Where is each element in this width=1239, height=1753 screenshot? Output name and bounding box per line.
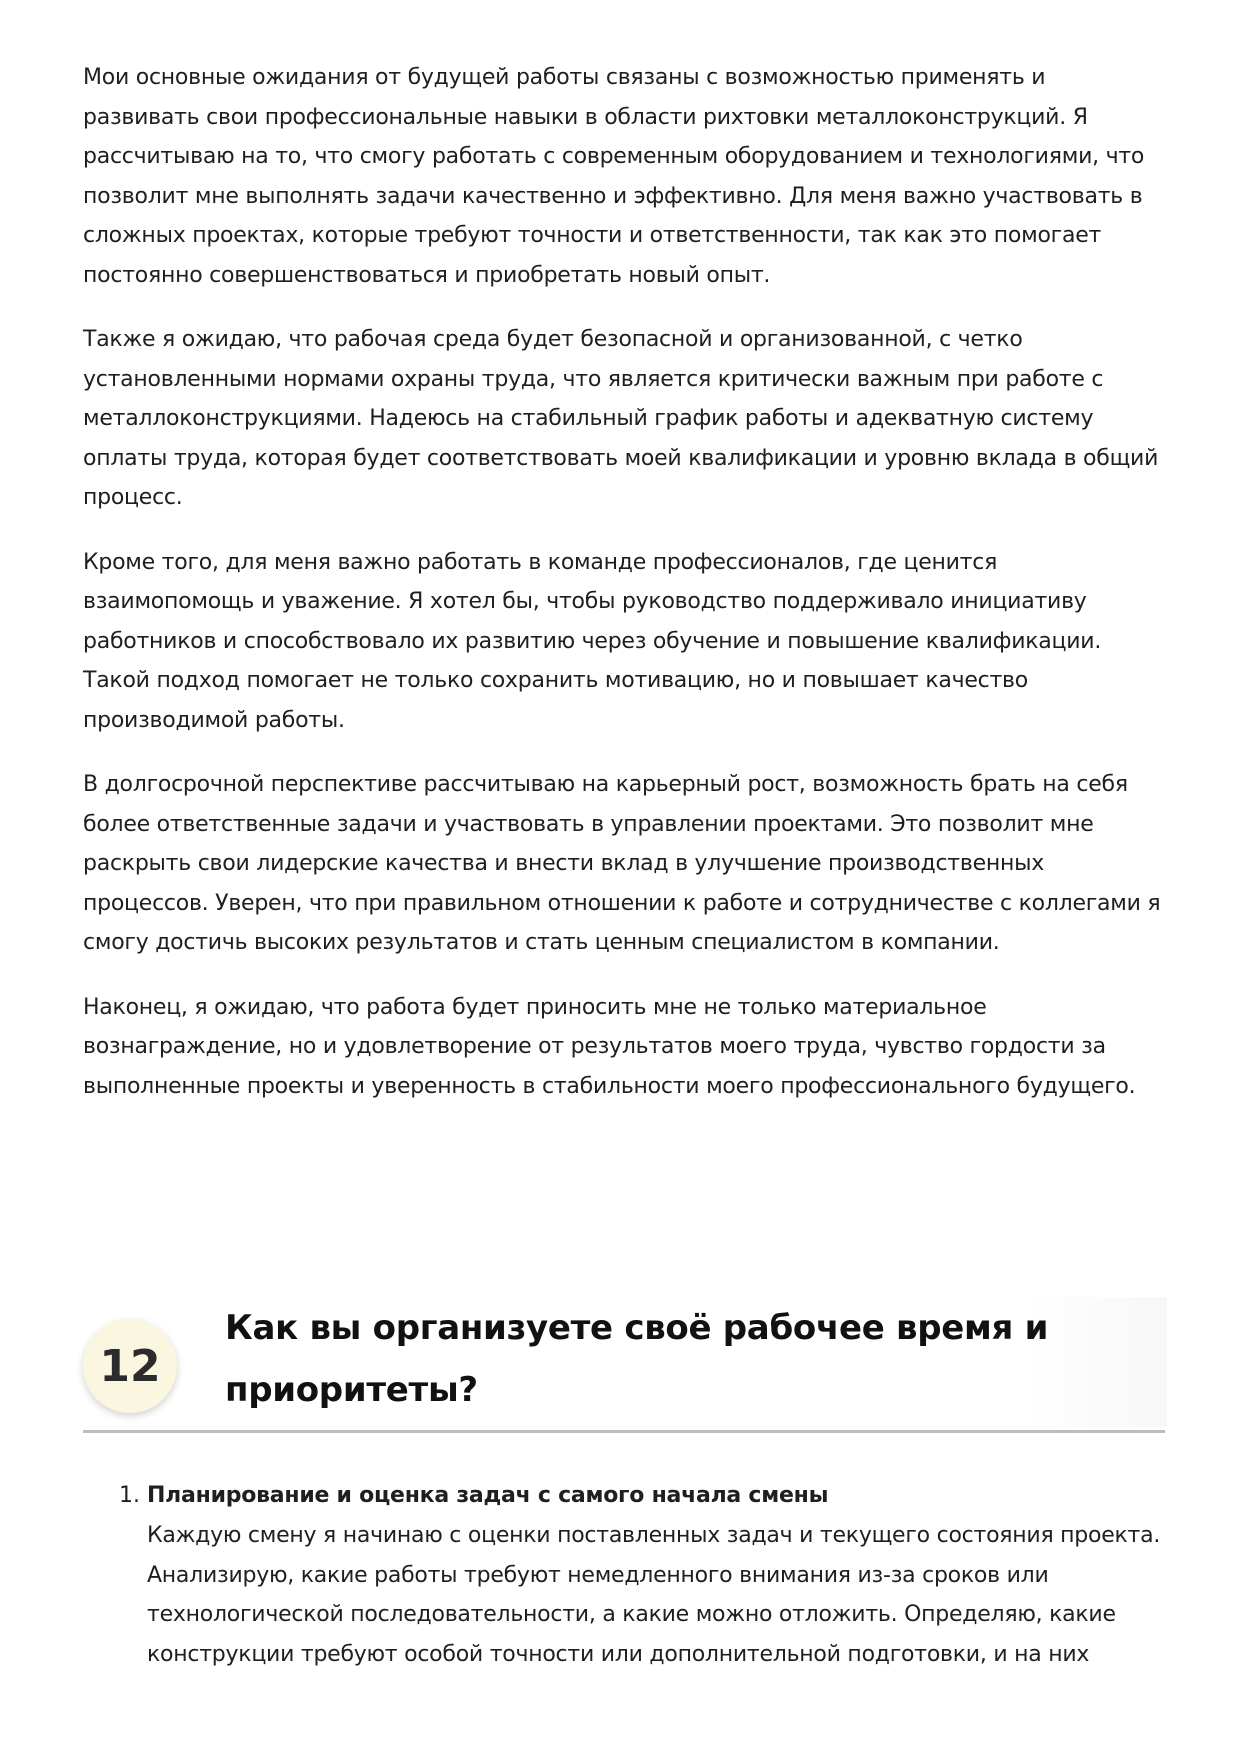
question-title: Как вы организуете своё рабочее время и приоритеты? — [223, 1297, 1167, 1427]
paragraph-team: Кроме того, для меня важно работать в команде профессионалов, где ценится взаимопомощь и уважение. Я хотел бы, чтобы руководство поддерживало инициативу работников и способствовало их развитию через обучение и повышение квалификации. Такой подход помогает не только сохранить мотивацию, но и повышает качество производимой работы. — [83, 549, 1102, 733]
list-item — [83, 1476, 1165, 1674]
list-marker: 1. — [119, 1483, 140, 1508]
main-text — [83, 58, 1165, 1131]
paragraph-career: В долгосрочной перспективе рассчитываю на карьерный рост, возможность брать на себя более ответственные задачи и участвовать в управлении проектами. Это позволит мне раскрыть свои лидерские качества и внести вклад в улучшение производственных процессов. Уверен, что при правильном отношении к работе и сотрудничестве с коллегами я смогу достичь высоких результатов и стать ценным специалистом в компании. — [83, 772, 1161, 955]
paragraph-expectations: Мои основные ожидания от будущей работы связаны с возможностью применять и развивать свои профессиональные навыки в области рихтовки металлоконструкций. Я рассчитываю на то, что смогу работать с современным оборудованием и технологиями, что позволит мне выполнять задачи качественно и эффективно. Для меня важно участвовать в сложных проектах, которые требуют точности и ответственности, так как это помогает постоянно совершенствоваться и приобретать новый опыт. — [83, 65, 1145, 288]
paragraph-work-environment: Также я ожидаю, что рабочая среда будет безопасной и организованной, с четко установленными нормами охраны труда, что является критически важным при работе с металлоконструкциями. Надеюсь на стабильный график работы и адекватную систему оплаты труда, которая будет соответствовать моей квалификации и уровню вклада в общий процесс. — [83, 327, 1159, 510]
question-number-badge: 12 — [83, 1319, 177, 1413]
list-item-title: Планирование и оценка задач с самого начала смены — [147, 1483, 829, 1508]
section-header — [83, 1293, 1165, 1433]
answer-list — [83, 1476, 1165, 1674]
paragraph-conclusion: Наконец, я ожидаю, что работа будет приносить мне не только материальное вознаграждение, но и удовлетворение от результатов моего труда, чувство гордости за выполненные проекты и уверенность в стабильности моего профессионального будущего. — [83, 994, 1136, 1099]
question-section — [83, 1293, 1165, 1438]
list-item-text: Каждую смену я начинаю с оценки поставленных задач и текущего состояния проекта. Анализирую, какие работы требуют немедленного внимания из-за сроков или технологической последовательности, а какие можно отложить. Определяю, какие конструкции требуют особой точности или дополнительной подготовки, и на них — [147, 1523, 1161, 1667]
